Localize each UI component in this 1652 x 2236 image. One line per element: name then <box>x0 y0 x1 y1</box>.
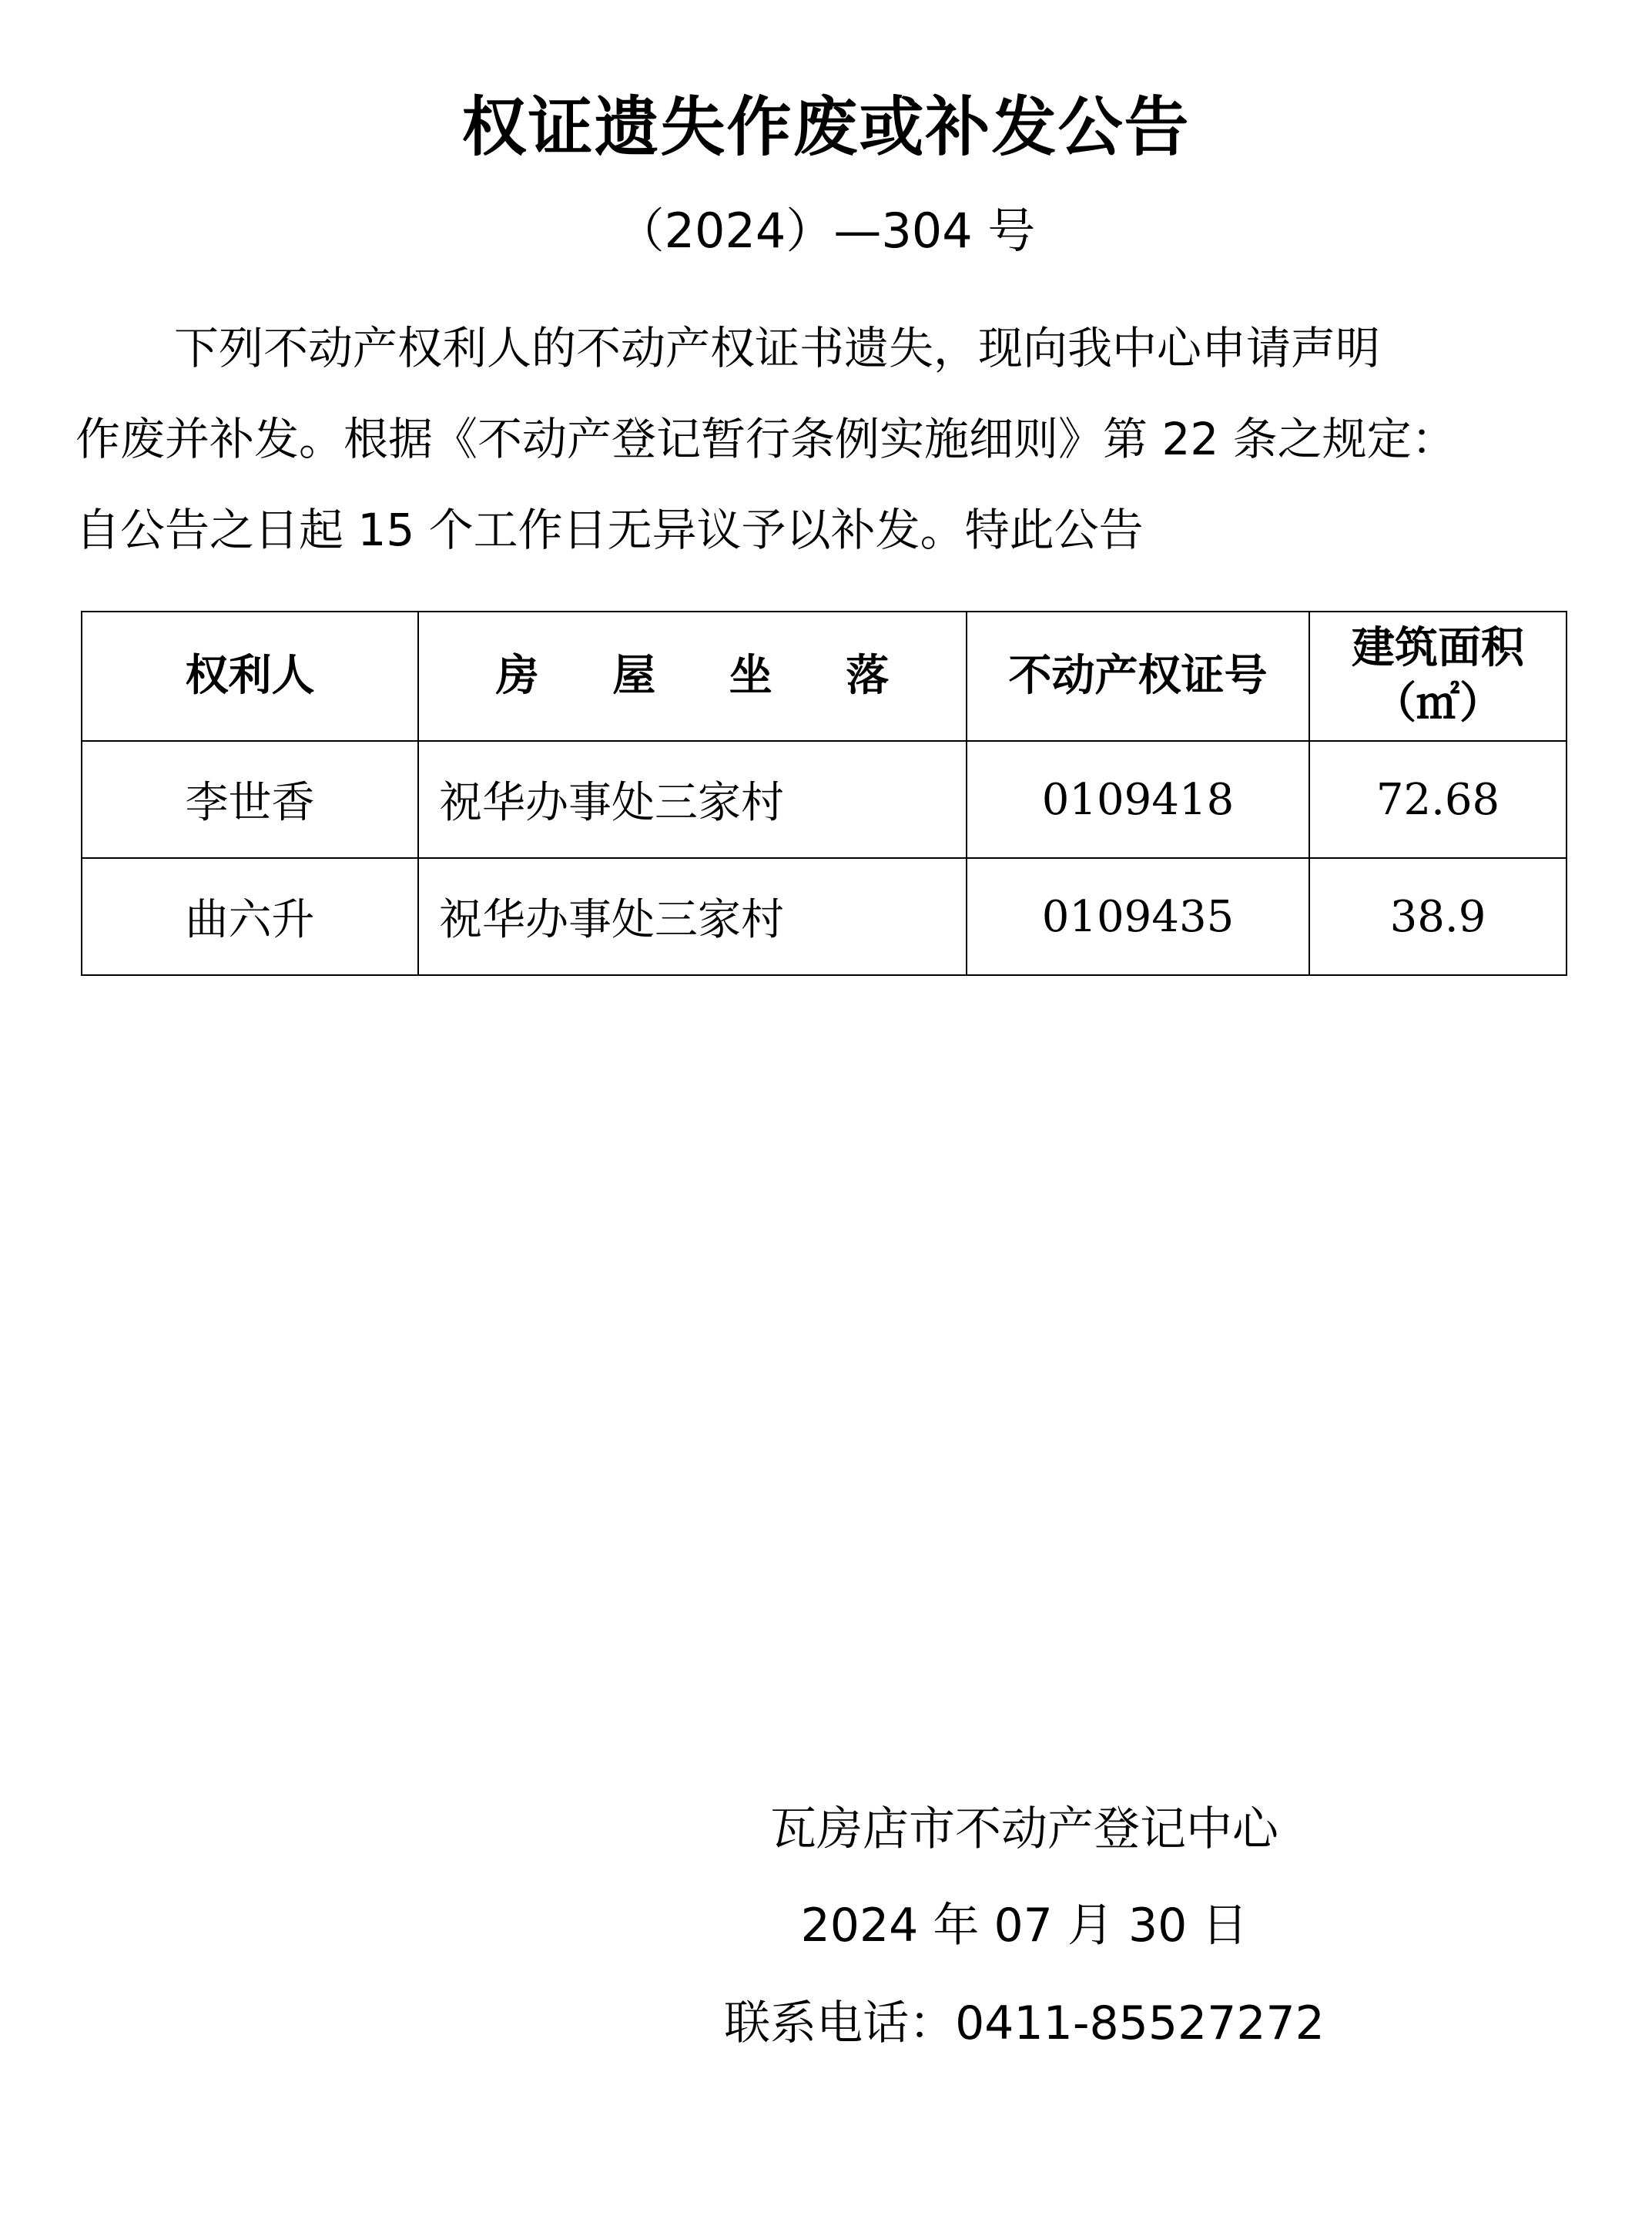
page-title: 权证遗失作废或补发公告 <box>461 89 1191 165</box>
header-location: 房 屋 坐 落 <box>418 612 967 741</box>
cell-location: 祝华办事处三家村 <box>418 741 967 858</box>
table-row <box>82 858 1567 975</box>
notice-body-line-3: 自公告之日起 15 个工作日无异议予以补发。特此公告 <box>75 504 1144 556</box>
notice-body <box>75 303 1577 575</box>
certificate-table <box>81 611 1567 976</box>
table-header-row <box>82 612 1567 741</box>
cell-holder: 李世香 <box>82 741 418 858</box>
header-cert-no: 不动产权证号 <box>967 612 1309 741</box>
notice-body-line-1: 下列不动产权利人的不动产权证书遗失，现向我中心申请声明 <box>174 322 1381 374</box>
notice-body-line-2: 作废并补发。根据《不动产登记暂行条例实施细则》第 22 条之规定： <box>75 413 1456 465</box>
document-number: （2024）—304 号 <box>616 203 1036 259</box>
cell-holder: 曲六升 <box>82 858 418 975</box>
cell-area: 72.68 <box>1309 741 1567 858</box>
issuing-organization: 瓦房店市不动产登记中心 <box>770 1802 1278 1856</box>
table-row <box>82 741 1567 858</box>
issue-date: 2024 年 07 月 30 日 <box>800 1899 1248 1953</box>
cell-cert-no: 0109435 <box>967 858 1309 975</box>
cell-cert-no: 0109418 <box>967 741 1309 858</box>
header-area: 建筑面积 （㎡） <box>1309 612 1567 741</box>
cell-area: 38.9 <box>1309 858 1567 975</box>
cell-location: 祝华办事处三家村 <box>418 858 967 975</box>
contact-phone: 联系电话：0411-85527272 <box>724 1996 1325 2050</box>
header-holder: 权利人 <box>82 612 418 741</box>
